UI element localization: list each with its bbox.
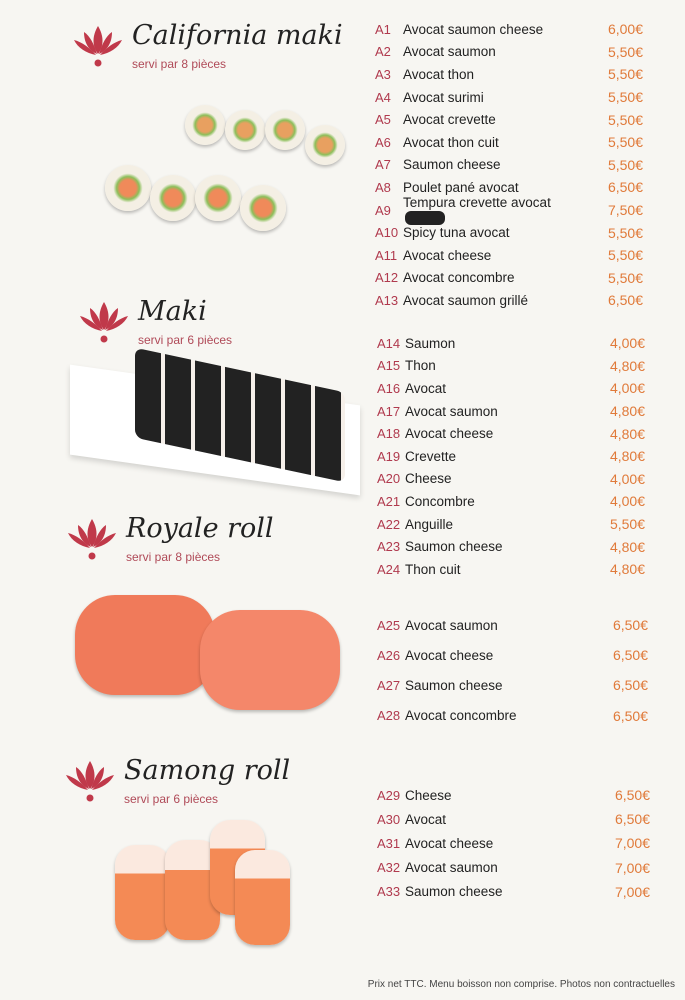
item-name-text: Avocat saumon xyxy=(405,860,498,876)
royale-roll-header xyxy=(66,515,274,564)
item-code: A31 xyxy=(377,835,401,851)
item-code: A9 xyxy=(375,202,391,218)
samong-roll-photo xyxy=(110,820,295,950)
menu-item xyxy=(377,832,650,855)
item-code: A16 xyxy=(377,380,401,396)
item-name-text: Avocat thon cuit xyxy=(403,134,499,150)
item-price: 5,50€ xyxy=(609,516,645,533)
item-name-text: Spicy tuna avocat xyxy=(403,225,510,241)
item-code: A22 xyxy=(377,516,401,532)
samong-roll-list xyxy=(377,784,650,903)
item-name-text: Saumon xyxy=(405,335,456,351)
menu-item xyxy=(377,674,648,697)
item-name-text: Avocat cheese xyxy=(403,247,492,263)
lotus-icon xyxy=(66,515,118,561)
menu-item xyxy=(375,86,643,109)
item-code: A20 xyxy=(377,471,401,487)
item-name xyxy=(405,358,585,373)
section-subtitle: servi par 6 pièces xyxy=(124,792,219,806)
item-code: A32 xyxy=(377,860,401,876)
item-name xyxy=(403,293,583,308)
item-price: 4,00€ xyxy=(609,470,645,487)
item-code: A27 xyxy=(377,677,401,693)
lotus-icon xyxy=(72,22,124,68)
item-code: A21 xyxy=(377,493,401,509)
section-title: Maki xyxy=(138,296,207,327)
item-name xyxy=(405,562,585,577)
item-name xyxy=(403,44,583,59)
maki-photo xyxy=(70,365,365,500)
section-title: California maki xyxy=(132,20,343,51)
item-name-text: Avocat saumon xyxy=(405,617,498,633)
california-maki-photo xyxy=(100,75,365,275)
menu-item xyxy=(375,221,643,244)
item-name xyxy=(405,788,590,803)
item-price: 5,50€ xyxy=(607,111,643,128)
menu-item xyxy=(377,644,648,667)
menu-item xyxy=(377,445,645,468)
item-price: 6,00€ xyxy=(607,21,643,38)
menu-item xyxy=(375,63,643,86)
item-name xyxy=(403,225,583,240)
item-name-text: Avocat surimi xyxy=(403,89,484,105)
item-code: A17 xyxy=(377,403,401,419)
item-price: 7,50€ xyxy=(607,202,643,219)
item-code: A7 xyxy=(375,157,391,173)
item-name-text: Avocat xyxy=(405,811,447,827)
item-code: A33 xyxy=(377,884,401,900)
item-name-text: Avocat cheese xyxy=(405,835,494,851)
item-price: 6,50€ xyxy=(607,292,643,309)
item-name xyxy=(405,449,585,464)
item-price: 6,50€ xyxy=(612,677,648,694)
maki-list xyxy=(377,332,645,581)
section-subtitle: servi par 8 pièces xyxy=(132,57,227,71)
section-title: Royale roll xyxy=(126,513,274,544)
menu-item xyxy=(377,332,645,355)
item-price: 4,80€ xyxy=(609,425,645,442)
item-price: 7,00€ xyxy=(614,883,650,900)
item-name xyxy=(405,517,585,532)
item-name xyxy=(403,270,583,285)
item-price: 4,00€ xyxy=(609,335,645,352)
item-price: 5,50€ xyxy=(607,224,643,241)
lotus-icon xyxy=(78,298,130,344)
item-code: A19 xyxy=(377,448,401,464)
menu-item xyxy=(375,18,643,41)
section-subtitle: servi par 6 pièces xyxy=(138,333,233,347)
item-code: A24 xyxy=(377,561,401,577)
item-price: 4,80€ xyxy=(609,403,645,420)
item-code: A5 xyxy=(375,112,391,128)
section-title: Samong roll xyxy=(124,755,291,786)
item-price: 5,50€ xyxy=(607,89,643,106)
item-price: 5,50€ xyxy=(607,247,643,264)
item-name-text: Crevette xyxy=(405,448,457,464)
item-price: 6,50€ xyxy=(612,617,648,634)
item-name-text: Saumon cheese xyxy=(405,539,503,555)
item-name-text: Thon cuit xyxy=(405,561,461,577)
item-name xyxy=(405,539,585,554)
item-name-text: Saumon cheese xyxy=(405,677,503,693)
item-name-text: Saumon cheese xyxy=(403,157,501,173)
item-code: A12 xyxy=(375,270,399,286)
item-name xyxy=(403,22,583,37)
item-code: A8 xyxy=(375,179,391,195)
item-price: 4,80€ xyxy=(609,561,645,578)
menu-item xyxy=(375,194,643,222)
item-price: 6,50€ xyxy=(614,811,650,828)
item-name xyxy=(405,471,585,486)
item-code: A10 xyxy=(375,225,399,241)
item-name xyxy=(405,381,585,396)
item-name xyxy=(403,112,583,127)
item-price: 5,50€ xyxy=(607,269,643,286)
item-name xyxy=(403,248,583,263)
lotus-icon xyxy=(64,757,116,803)
item-code: A14 xyxy=(377,335,401,351)
item-name xyxy=(405,618,588,633)
item-name xyxy=(403,135,583,150)
item-code: A29 xyxy=(377,787,401,803)
item-name xyxy=(405,404,585,419)
menu-item xyxy=(377,558,645,581)
item-price: 6,50€ xyxy=(612,707,648,724)
item-name-text: Avocat saumon xyxy=(403,44,496,60)
item-code: A30 xyxy=(377,811,401,827)
item-name xyxy=(405,836,590,851)
item-name-text: Avocat saumon grillé xyxy=(403,292,529,308)
item-name-text: Avocat crevette xyxy=(403,112,496,128)
item-price: 6,50€ xyxy=(612,647,648,664)
item-name xyxy=(405,648,588,663)
menu-item xyxy=(377,490,645,513)
item-name xyxy=(405,708,588,723)
menu-item xyxy=(375,131,643,154)
item-name-text: Saumon cheese xyxy=(405,884,503,900)
item-price: 4,80€ xyxy=(609,448,645,465)
california-maki-header xyxy=(72,22,343,71)
item-code: A25 xyxy=(377,617,401,633)
item-code: A1 xyxy=(375,21,391,37)
menu-item xyxy=(375,267,643,290)
item-code: A13 xyxy=(375,292,399,308)
item-price: 7,00€ xyxy=(614,859,650,876)
item-code: A28 xyxy=(377,708,401,724)
menu-item xyxy=(377,784,650,807)
item-name-text: Cheese xyxy=(405,787,452,803)
item-price: 6,50€ xyxy=(607,179,643,196)
menu-item xyxy=(377,400,645,423)
item-name-text: Avocat concombre xyxy=(403,270,515,286)
item-name-text: Thon xyxy=(405,358,436,374)
menu-item xyxy=(377,808,650,831)
menu-item xyxy=(377,535,645,558)
item-name-text: Concombre xyxy=(405,493,475,509)
item-code: A23 xyxy=(377,539,401,555)
item-name-text: Poulet pané avocat xyxy=(403,179,519,195)
menu-item xyxy=(375,108,643,131)
menu-item xyxy=(375,41,643,64)
item-name-text: Avocat cheese xyxy=(405,647,494,663)
menu-item xyxy=(377,704,648,727)
item-name xyxy=(403,90,583,105)
menu-item xyxy=(377,880,650,903)
item-price: 4,80€ xyxy=(609,538,645,555)
item-price: 5,50€ xyxy=(607,156,643,173)
item-code: A4 xyxy=(375,89,391,105)
item-name xyxy=(403,157,583,172)
item-name xyxy=(405,860,590,875)
item-name xyxy=(405,336,585,351)
item-price: 5,50€ xyxy=(607,66,643,83)
item-name xyxy=(405,678,588,693)
item-name-text: Avocat saumon cheese xyxy=(403,21,544,37)
item-name-text: Avocat concombre xyxy=(405,708,517,724)
item-price: 4,80€ xyxy=(609,357,645,374)
item-price: 6,50€ xyxy=(614,787,650,804)
item-code: A15 xyxy=(377,358,401,374)
menu-item xyxy=(377,377,645,400)
item-name-text: Avocat xyxy=(405,380,447,396)
item-price: 4,00€ xyxy=(609,380,645,397)
section-subtitle: servi par 8 pièces xyxy=(126,550,221,564)
menu-item xyxy=(375,154,643,177)
item-name xyxy=(405,884,590,899)
royale-roll-list xyxy=(377,614,648,727)
item-name xyxy=(403,180,583,195)
menu-item xyxy=(375,289,643,312)
menu-item xyxy=(377,856,650,879)
item-code: A2 xyxy=(375,44,391,60)
menu-item xyxy=(377,468,645,491)
menu-item xyxy=(375,244,643,267)
menu-item xyxy=(377,422,645,445)
item-code: A18 xyxy=(377,426,401,442)
royale-roll-photo xyxy=(75,585,355,710)
item-name xyxy=(403,67,583,82)
item-name-text: Cheese xyxy=(405,471,452,487)
samong-roll-header xyxy=(64,757,290,806)
item-code: A3 xyxy=(375,66,391,82)
item-code: A11 xyxy=(375,247,398,263)
item-name-text: Avocat cheese xyxy=(405,426,494,442)
menu-item xyxy=(377,614,648,637)
item-code: A6 xyxy=(375,134,391,150)
menu-item xyxy=(377,355,645,378)
california-maki-list xyxy=(375,18,643,312)
item-name-text: Anguille xyxy=(405,516,454,532)
item-code: A26 xyxy=(377,647,401,663)
footer-note: Prix net TTC. Menu boisson non comprise. Photos non contractuelles xyxy=(367,979,675,990)
item-price: 4,00€ xyxy=(609,493,645,510)
item-name xyxy=(405,812,590,827)
item-name-text: Tempura crevette avocat xyxy=(403,194,551,210)
item-price: 5,50€ xyxy=(607,134,643,151)
item-name-text: Avocat thon xyxy=(403,66,475,82)
item-name-text: Avocat saumon xyxy=(405,403,498,419)
item-price: 5,50€ xyxy=(607,43,643,60)
item-name xyxy=(405,426,585,441)
maki-header xyxy=(78,298,232,347)
item-name xyxy=(405,494,585,509)
item-price: 7,00€ xyxy=(614,835,650,852)
menu-item xyxy=(377,513,645,536)
